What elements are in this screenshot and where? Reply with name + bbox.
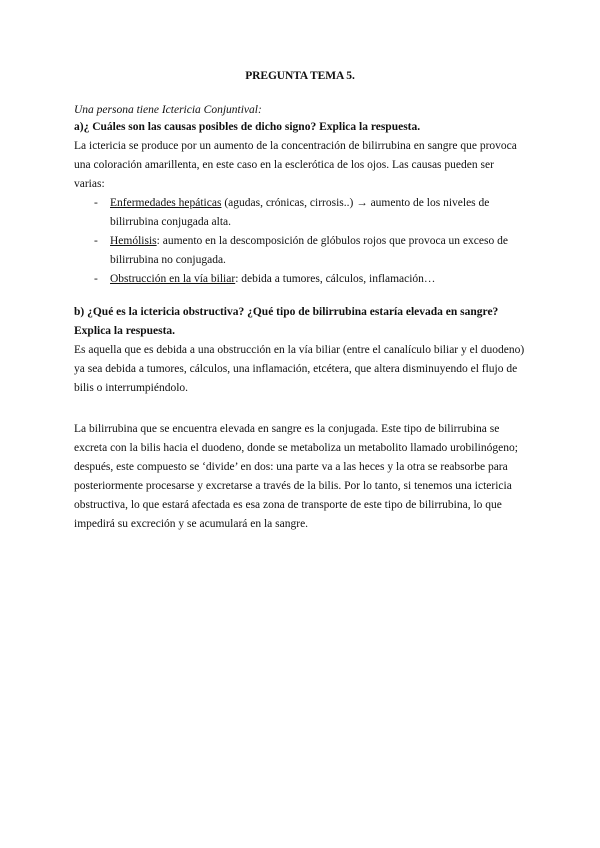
cause-term: Obstrucción en la vía biliar: [110, 273, 236, 285]
bullet-dash: -: [94, 273, 98, 285]
cause-term: Enfermedades hepáticas: [110, 197, 222, 209]
cause-text: : aumento en la descomposición de glóbulos rojos que provoca un exceso de bilirrubina no conjugada.: [110, 235, 508, 266]
list-item: [94, 270, 526, 289]
answer-b-paragraph-2: La bilirrubina que se encuentra elevada en sangre es la conjugada. Este tipo de bilirrubina se excreta con la bilis hacia el duodeno, donde se metaboliza un metabolito llamado urobilinógeno; después, este compuesto se ‘divide’ en dos: una parte va a las heces y la otra se reabsorbe para posteriormente procesarse y excretarse a través de la bilis. Por lo tanto, si tenemos una ictericia obstructiva, lo que estará afectada es esa zona de transporte de este tipo de bilirrubina, lo que impedirá su excreción y se acumulará en la sangre.: [74, 423, 518, 530]
cause-text: : debida a tumores, cálculos, inflamación…: [235, 273, 436, 285]
cause-term: Hemólisis: [110, 235, 157, 247]
answer-a-intro: La ictericia se produce por un aumento de la concentración de bilirrubina en sangre que provoca una coloración amarillenta, en este caso en la esclerótica de los ojos. Las causas pueden ser varias:: [74, 140, 517, 190]
intro-text: Una persona tiene Ictericia Conjuntival:: [74, 104, 262, 116]
cause-text: (agudas, crónicas, cirrosis..) → aumento de los niveles de bilirrubina conjugada alta.: [110, 197, 490, 228]
causes-list: [74, 194, 526, 289]
bullet-dash: -: [94, 197, 98, 209]
page-title: PREGUNTA TEMA 5.: [245, 70, 355, 82]
question-a: a)¿ Cuáles son las causas posibles de dicho signo? Explica la respuesta.: [74, 121, 421, 133]
answer-b-paragraph-1: Es aquella que es debida a una obstrucción en la vía biliar (entre el canalículo biliar y el duodeno) ya sea debida a tumores, cálculos, una inflamación, etcétera, que altera disminuyendo el flujo de bilis o interrumpiéndolo.: [74, 344, 525, 394]
list-item: [94, 194, 526, 232]
question-b: b) ¿Qué es la ictericia obstructiva? ¿Qué tipo de bilirrubina estaría elevada en sangre? Explica la respuesta.: [74, 306, 499, 337]
bullet-dash: -: [94, 235, 98, 247]
list-item: [94, 232, 526, 270]
